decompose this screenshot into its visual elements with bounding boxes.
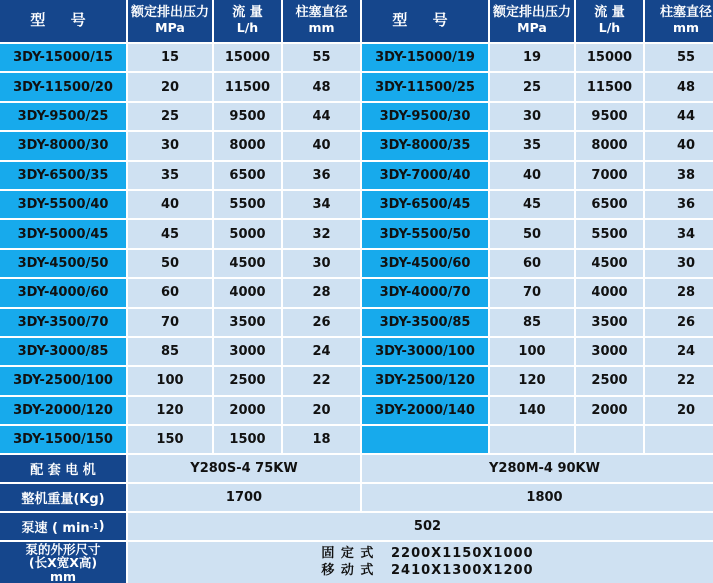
header-model-label-2: 型 号 xyxy=(392,11,458,30)
dimensions-label xyxy=(0,542,126,583)
right-flow-cell: 3000 xyxy=(576,338,643,365)
speed-label-sup: -1 xyxy=(89,522,99,532)
right-plunger-cell: 36 xyxy=(645,191,713,218)
left-plunger-cell: 24 xyxy=(283,338,360,365)
right-flow-cell: 4500 xyxy=(576,250,643,277)
left-plunger-cell: 40 xyxy=(283,132,360,159)
header-plunger-label: 柱塞直径 xyxy=(295,5,348,21)
right-model-cell xyxy=(362,426,488,453)
right-pressure-cell: 19 xyxy=(490,44,574,71)
right-plunger-cell: 24 xyxy=(645,338,713,365)
right-model-cell: 3DY-11500/25 xyxy=(362,73,488,100)
right-model-cell: 3DY-2500/120 xyxy=(362,367,488,394)
left-model-cell: 3DY-11500/20 xyxy=(0,73,126,100)
header-model-label: 型 号 xyxy=(30,11,96,30)
header-pressure-label: 额定排出压力 xyxy=(130,5,209,21)
right-plunger-cell: 38 xyxy=(645,162,713,189)
header-flow-label-2: 流 量 xyxy=(594,5,625,21)
motor-right-value: Y280M-4 90KW xyxy=(362,455,713,482)
right-model-cell: 3DY-4000/70 xyxy=(362,279,488,306)
speed-label-close: ) xyxy=(98,519,105,535)
right-pressure-cell: 100 xyxy=(490,338,574,365)
left-pressure-cell: 85 xyxy=(128,338,212,365)
right-plunger-cell: 20 xyxy=(645,397,713,424)
left-plunger-cell: 32 xyxy=(283,220,360,247)
left-flow-cell: 5000 xyxy=(214,220,281,247)
left-flow-cell: 6500 xyxy=(214,162,281,189)
left-flow-cell: 3000 xyxy=(214,338,281,365)
weight-label: 整机重量(Kg) xyxy=(0,484,126,511)
left-plunger-cell: 28 xyxy=(283,279,360,306)
right-flow-cell: 8000 xyxy=(576,132,643,159)
left-plunger-cell: 26 xyxy=(283,309,360,336)
header-flow xyxy=(214,0,281,42)
right-flow-cell: 3500 xyxy=(576,309,643,336)
right-model-cell: 3DY-3500/85 xyxy=(362,309,488,336)
header-model xyxy=(0,0,126,42)
right-model-cell: 3DY-7000/40 xyxy=(362,162,488,189)
dimensions-label-line3: mm xyxy=(49,568,77,583)
left-pressure-cell: 15 xyxy=(128,44,212,71)
left-pressure-cell: 60 xyxy=(128,279,212,306)
header-flow-2 xyxy=(576,0,643,42)
right-model-cell: 3DY-5500/50 xyxy=(362,220,488,247)
header-plunger-label-2: 柱塞直径 xyxy=(659,5,712,21)
left-plunger-cell: 20 xyxy=(283,397,360,424)
speed-value: 502 xyxy=(128,513,713,540)
header-pressure xyxy=(128,0,212,42)
left-pressure-cell: 25 xyxy=(128,103,212,130)
left-model-cell: 3DY-15000/15 xyxy=(0,44,126,71)
header-flow-label: 流 量 xyxy=(232,5,263,21)
left-plunger-cell: 34 xyxy=(283,191,360,218)
left-model-cell: 3DY-3000/85 xyxy=(0,338,126,365)
dimensions-mobile: 移 动 式 2410X1300X1200 xyxy=(321,562,534,578)
left-pressure-cell: 150 xyxy=(128,426,212,453)
dimensions-fixed: 固 定 式 2200X1150X1000 xyxy=(321,546,534,562)
left-model-cell: 3DY-5500/40 xyxy=(0,191,126,218)
right-plunger-cell: 44 xyxy=(645,103,713,130)
left-flow-cell: 4500 xyxy=(214,250,281,277)
left-pressure-cell: 20 xyxy=(128,73,212,100)
header-pressure-unit-2: MPa xyxy=(517,20,547,36)
left-model-cell: 3DY-6500/35 xyxy=(0,162,126,189)
left-model-cell: 3DY-3500/70 xyxy=(0,309,126,336)
header-pressure-unit: MPa xyxy=(155,20,185,36)
left-model-cell: 3DY-1500/150 xyxy=(0,426,126,453)
dimensions-value xyxy=(128,542,713,583)
header-pressure-2 xyxy=(490,0,574,42)
left-pressure-cell: 70 xyxy=(128,309,212,336)
left-model-cell: 3DY-4000/60 xyxy=(0,279,126,306)
left-flow-cell: 1500 xyxy=(214,426,281,453)
right-flow-cell: 2500 xyxy=(576,367,643,394)
right-model-cell: 3DY-8000/35 xyxy=(362,132,488,159)
left-flow-cell: 9500 xyxy=(214,103,281,130)
right-plunger-cell: 28 xyxy=(645,279,713,306)
right-flow-cell: 2000 xyxy=(576,397,643,424)
left-plunger-cell: 55 xyxy=(283,44,360,71)
left-model-cell: 3DY-5000/45 xyxy=(0,220,126,247)
right-plunger-cell: 34 xyxy=(645,220,713,247)
motor-left-value: Y280S-4 75KW xyxy=(128,455,360,482)
left-flow-cell: 11500 xyxy=(214,73,281,100)
left-model-cell: 3DY-4500/50 xyxy=(0,250,126,277)
weight-left-value: 1700 xyxy=(128,484,360,511)
right-model-cell: 3DY-6500/45 xyxy=(362,191,488,218)
right-pressure-cell xyxy=(490,426,574,453)
right-pressure-cell: 25 xyxy=(490,73,574,100)
header-flow-unit: L/h xyxy=(236,20,259,36)
header-pressure-label-2: 额定排出压力 xyxy=(492,5,571,21)
right-plunger-cell: 40 xyxy=(645,132,713,159)
left-plunger-cell: 22 xyxy=(283,367,360,394)
left-pressure-cell: 100 xyxy=(128,367,212,394)
right-flow-cell: 5500 xyxy=(576,220,643,247)
right-pressure-cell: 60 xyxy=(490,250,574,277)
left-model-cell: 3DY-2000/120 xyxy=(0,397,126,424)
right-plunger-cell: 30 xyxy=(645,250,713,277)
right-plunger-cell: 55 xyxy=(645,44,713,71)
dimensions-label-line1: 泵的外形尺寸 xyxy=(25,542,101,558)
motor-label: 配 套 电 机 xyxy=(0,455,126,482)
right-plunger-cell: 26 xyxy=(645,309,713,336)
right-flow-cell: 4000 xyxy=(576,279,643,306)
right-pressure-cell: 50 xyxy=(490,220,574,247)
right-pressure-cell: 140 xyxy=(490,397,574,424)
right-flow-cell: 6500 xyxy=(576,191,643,218)
right-plunger-cell: 22 xyxy=(645,367,713,394)
right-pressure-cell: 30 xyxy=(490,103,574,130)
right-flow-cell xyxy=(576,426,643,453)
right-pressure-cell: 120 xyxy=(490,367,574,394)
left-pressure-cell: 45 xyxy=(128,220,212,247)
left-plunger-cell: 18 xyxy=(283,426,360,453)
left-flow-cell: 4000 xyxy=(214,279,281,306)
dimensions-label-line2: (长X宽X高) xyxy=(28,555,98,571)
left-model-cell: 3DY-8000/30 xyxy=(0,132,126,159)
right-plunger-cell: 48 xyxy=(645,73,713,100)
right-model-cell: 3DY-15000/19 xyxy=(362,44,488,71)
left-plunger-cell: 30 xyxy=(283,250,360,277)
left-flow-cell: 2500 xyxy=(214,367,281,394)
left-model-cell: 3DY-2500/100 xyxy=(0,367,126,394)
left-flow-cell: 5500 xyxy=(214,191,281,218)
right-flow-cell: 7000 xyxy=(576,162,643,189)
left-flow-cell: 2000 xyxy=(214,397,281,424)
left-plunger-cell: 36 xyxy=(283,162,360,189)
right-model-cell: 3DY-4500/60 xyxy=(362,250,488,277)
left-flow-cell: 15000 xyxy=(214,44,281,71)
speed-label xyxy=(0,513,126,540)
left-plunger-cell: 48 xyxy=(283,73,360,100)
right-flow-cell: 9500 xyxy=(576,103,643,130)
right-pressure-cell: 45 xyxy=(490,191,574,218)
header-model-2 xyxy=(362,0,488,42)
right-pressure-cell: 35 xyxy=(490,132,574,159)
right-model-cell: 3DY-2000/140 xyxy=(362,397,488,424)
right-model-cell: 3DY-9500/30 xyxy=(362,103,488,130)
right-flow-cell: 15000 xyxy=(576,44,643,71)
left-plunger-cell: 44 xyxy=(283,103,360,130)
speed-label-text: 泵速 ( min xyxy=(21,521,90,537)
right-pressure-cell: 85 xyxy=(490,309,574,336)
header-plunger-unit: mm xyxy=(308,20,335,36)
left-flow-cell: 8000 xyxy=(214,132,281,159)
header-flow-unit-2: L/h xyxy=(598,20,621,36)
right-pressure-cell: 70 xyxy=(490,279,574,306)
right-pressure-cell: 40 xyxy=(490,162,574,189)
left-model-cell: 3DY-9500/25 xyxy=(0,103,126,130)
right-model-cell: 3DY-3000/100 xyxy=(362,338,488,365)
header-plunger-unit-2: mm xyxy=(672,20,700,36)
right-flow-cell: 11500 xyxy=(576,73,643,100)
left-pressure-cell: 35 xyxy=(128,162,212,189)
header-plunger xyxy=(283,0,360,42)
left-pressure-cell: 120 xyxy=(128,397,212,424)
right-plunger-cell xyxy=(645,426,713,453)
left-flow-cell: 3500 xyxy=(214,309,281,336)
left-pressure-cell: 50 xyxy=(128,250,212,277)
header-plunger-2 xyxy=(645,0,713,42)
left-pressure-cell: 30 xyxy=(128,132,212,159)
left-pressure-cell: 40 xyxy=(128,191,212,218)
weight-right-value: 1800 xyxy=(362,484,713,511)
